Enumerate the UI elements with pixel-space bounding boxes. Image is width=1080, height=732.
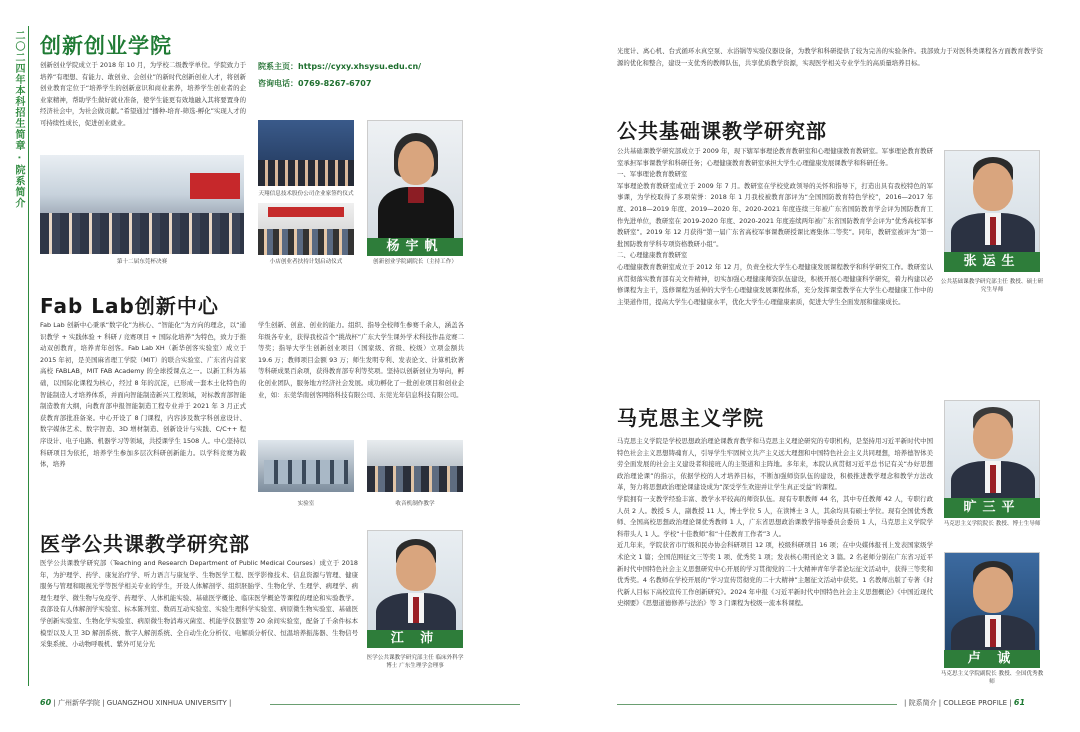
basic-head-nameplate: 张运生: [944, 252, 1040, 272]
marx-title: 马克思主义学院: [617, 406, 764, 430]
footer-left: [40, 698, 231, 708]
lab-photo: [258, 440, 354, 492]
medical-title: 医学公共课教学研究部: [40, 532, 250, 556]
footer-rule-right: [617, 704, 897, 705]
crowd-shape: [367, 466, 463, 492]
medical-head-title: 医学公共课教学研究部主任 临床外科学博士 广东生理学会理事: [366, 655, 464, 669]
dean-portrait: [367, 120, 463, 240]
equipment-shape: [264, 460, 348, 484]
innovation-phone: 咨询电话：0769-8267-6707: [258, 79, 372, 88]
signing-ceremony-photo: [258, 120, 354, 186]
marx-body: 马克思主义学院是学校思想政治理论课教育教学和马克思主义理论研究的专职机构，是坚持用习近平新时代中国特色社会主义思想铸魂育人，引导学生牢固树立共产主义远大理想和中国特色社会主义共同理想，培养德智体美劳全面发展的社会主义建设者和接班人的主渠道和主阵地。多年来，本院认真贯彻习近平总书记有关“办好思想政治理论课”的指示，依据学校的人才培养目标，不断加强师资队伍的建设，积极推进教学理念和教学方法改革，努力将思想政治理论课建设成为“深受学生欢迎并让学生真正受益”的课程。 学院拥有一支教学经验丰富、教学水平较高的师资队伍。现有专职教师 44 名，其中专任教师 42 人，专职行政人员 2 人。教授 5 人，副教授 11 人，博士学位 5 人，在读博士 3 人，其余均具有硕士学位。现有全国优秀教师、全国高校思想政治理论课优秀教师 1 人，广东省思想政治课教学指导委员会委员 1 人，马克思主义学院学科带头人 1 人。学校“十佳教师”和“十佳教育工作者”3 人。 近几年来，学院获省市厅级和民办协会科研项目 12 项，校级科研项目 16 项；在中央媒体报刊上发表国家级学术论文 1 篇；全国范围征文三等奖 1 项、优秀奖 1 项；发表核心期刊论文 3 篇。2 名老师分别在广东省习近平新时代中国特色社会主义思想研究中心开展的学习贯彻党的二十大精神青年学者论坛征文活动中，获得三等奖和优秀奖。4 名教师在学校开展的“学习宣传贯彻党的二十大精神”主题征文活动中获奖。1 名教师出版了专著《时代新人目标下高校宣传工作创新研究》。2024 年申报《习近平新时代中国特色社会主义思想概论》《中国近现代史纲要》《思想道德修养与法治》等 3 门课程为校级一流本科课程。: [617, 437, 933, 608]
marx-dean-nameplate: 旷三平: [944, 498, 1040, 518]
marx-dean-title: 马克思主义学院院长 教授、博士生导师: [943, 521, 1041, 527]
side-rule: [28, 26, 29, 686]
red-banner: [190, 173, 240, 199]
innovation-website[interactable]: 院系主页：https://cyxy.xhsysu.edu.cn/: [258, 62, 422, 71]
dean-title: 创新创业学院副院长（主持工作）: [373, 259, 457, 265]
red-banner: [268, 207, 344, 217]
page-number-right: 61: [1013, 698, 1026, 707]
innovation-caption-3: 小店创业者扶持计划启动仪式: [269, 259, 343, 265]
crowd-shape: [40, 213, 244, 254]
basic-head-portrait: [944, 150, 1040, 254]
fablab-caption-1: 实验室: [297, 501, 315, 507]
footer-right-text: | 院系简介 | COLLEGE PROFILE |: [904, 699, 1012, 707]
fablab-body-right: 学生创新、创意、创业的能力。组织、指导全校师生参赛千余人，涵盖各年级各专业，获得我校首个“挑战杯”广东大学生课外学术科技作品竞赛二等奖；指导大学生创新创业项目（国家级、省级、校级）立项金额共 19.6 万；教师项目金额 93 万；师生发明专利、发表论文、计算机软著等科研成果百余项，获得教育部专利等奖项。坚持以创新创业为导向，孵化创业团队，服务地方经济社会发展。成功孵化了一批创业项目和创业企业，如：东莞华南创客网络科技有限公司、东莞光年信息科技有限公司。: [258, 321, 464, 399]
innovation-body: 创新创业学院成立于 2018 年 10 月，为学校二级教学单位。学院致力于培养“有理想、有能力、敢创业、会创业”的新时代创新创业人才，将创新创业教育定位于“培养学生的创新意识和商业素养，培养学生创业者的企业家精神，帮助学生做好就业准备，使学生能更有效地融入其将要置身的经济社会中，为社会做贡献。”希望通过“播种-培育-筛选-孵化”实现人才的可持续性成长，促进创业就业。: [40, 61, 246, 127]
footer-right: [904, 698, 1025, 708]
fablab-title: Fab Lab创新中心: [40, 294, 219, 318]
medical-continued: 光度计、离心机、台式循环水真空泵、水浴锅等实验仪器设备，为教学和科研提供了较为完善的实验条件。我部致力于对医科类课程各方面教育教学资源的优化和整合，建设一支优秀的教师队伍，共享优质教学资源，实现医学相关专业学生的高质量培养目标。: [617, 47, 1043, 67]
medical-head-nameplate: 江 沛: [367, 630, 463, 648]
store-ceremony-photo: [258, 203, 354, 255]
marx-dean-portrait: [944, 400, 1040, 500]
medical-head-portrait: [367, 530, 463, 632]
radio-class-photo: [367, 440, 463, 492]
page-number-left: 60: [40, 698, 52, 707]
fablab-body-left: Fab Lab 创新中心秉承“数字化”为核心、“智能化”为方向的理念，以“通识教学 + 实践体验 + 科研 / 竞赛项目 + 国际化培养”为特色，致力于推动双创教育，培养青年创客。Fab Lab XH（新华创客实验室）成立于 2015 年初，是美国麻省理工学院（MIT）的联合实验室、广东省内首家高校 FABLAB，MIT FAB Academy 的全球授课点之一。以新工科为基础，以国际化课程为核心，经过 8 年的沉淀，已形成一套本土化特色的智能制造人才培养体系，并面向智能制造新兴工程领域，对标教育部智能制造教育大纲，向教育部申报智能制造工程专业并于 2021 年 3 月正式获教育部批准备案。中心开设了 8 门课程，内容涉及数字科创意设计、数字媒体艺术、数字智造、3D 增材制造、创新设计与实践、C/C++ 程序设计、电子电路、机器学习等领域，共授课学生 1508 人。中心坚持以科研项目为依托，培养学生参加多层次科研创新能力。以学科竞赛为载体，培养: [40, 321, 246, 469]
basic-body: 公共基础课教学研究部成立于 2009 年，现下辖军事理论教育教研室和心理健康教育教研室。军事理论教育教研室承担军事课教学和科研任务；心理健康教育教研室承担大学生心理健康发展课教学和科研任务。 一、军事理论教育教研室 军事理论教育教研室成立于 2009 年 7 月。教研室在学校党政领导的关怀和指导下，打造出具有我校特色的军事课，为学校取得了多项荣誉：2018 年 1 月我校被教育部评为“全国国防教育特色学校”，2016—2017 年度、2018—2019 年度、2019—2020 年、2020-2021 年度连续三年被广东省国防教育学会评为国防教育工作先进单位，教研室在 2019-2020 年度、2020-2021 年度连续两年被广东省国防教育学会评为“优秀高校军事教研室”。2019 年 12 月获得“第一届广东省高校军事课教研授课比赛集体二等奖”。同年，教研室被评为“第一批国防教育学科专项资格教研小组”。 二、心理健康教育教研室 心理健康教育教研室成立于 2012 年 12 月，负责全校大学生心理健康发展课程教学和科学研究工作。教研室认真贯彻落实教育部有关文件精神，切实加强心理健康师资队伍建设，积极开展心理健康科学研究，着力构建以必修课程为主干，选修课程为延伸的大学生心理健康发展课程体系，充分发挥课堂教学在大学生心理健康工作中的主渠道作用，提高大学生心理健康水平，优化大学生心理健康素质，促进大学生全面发展和健康成长。: [617, 147, 933, 306]
innovation-title: 创新创业学院: [40, 34, 172, 58]
group-photo-competition: [40, 155, 244, 254]
marx-vice-dean-portrait: [944, 552, 1040, 652]
dean-nameplate: 杨宇帆: [367, 238, 463, 256]
crowd-shape: [258, 229, 354, 255]
footer-left-text: | 广州新华学院 | GUANGZHOU XINHUA UNIVERSITY |: [53, 699, 232, 707]
crowd-shape: [258, 160, 354, 186]
footer-rule-left: [270, 704, 520, 705]
basic-head-title: 公共基础课教学研究部主任 教授、硕士研究生导师: [940, 279, 1044, 293]
medical-body: 医学公共课教学研究部（Teaching and Research Department of Public Medical Courses）成立于 2018 年，为护理学、药学、康复治疗学、听力语言与康复学、生物医学工程、医学影像技术、信息资源与管理、健康服务与管理和眼视光学等医学相关专业的学生，开设人体解剖学、组织胚胎学、生物化学、生理学、病理学、病理生理学、微生物与免疫学、药理学、人体机能实验、基础医学概论、临床医学概论等课程的理论和实验教学。我部设有人体解剖学实验室、标本陈列室、数码互动实验室、实验生理科学实验室、病原微生物实验室、基础医学创新实验室、生物化学实验室、病原微生物消毒灭菌室、机能学仪器室等 20 余间实验室，配备了千余件标本模型以及人卫 3D 解剖系统、数字人解剖系统、全自动生化分析仪、电解质分析仪、恒温培养振荡器、生物信号采集系统、小动物呼吸机、紫外可见分光: [40, 559, 358, 649]
innovation-caption-2: 天翔信息技术股份公司企业家签约仪式: [258, 191, 354, 197]
marx-vice-dean-title: 马克思主义学院副院长 教授、全国优秀教师: [940, 671, 1044, 685]
marx-vice-dean-nameplate: 卢 诚: [944, 650, 1040, 668]
fablab-caption-2: 收音机制作教学: [395, 501, 435, 507]
innovation-caption-1: 第十二届东莞杯决赛: [116, 259, 168, 265]
side-tab: 二〇二四年本科招生简章 · 院系简介: [13, 30, 24, 209]
basic-title: 公共基础课教学研究部: [617, 119, 827, 143]
